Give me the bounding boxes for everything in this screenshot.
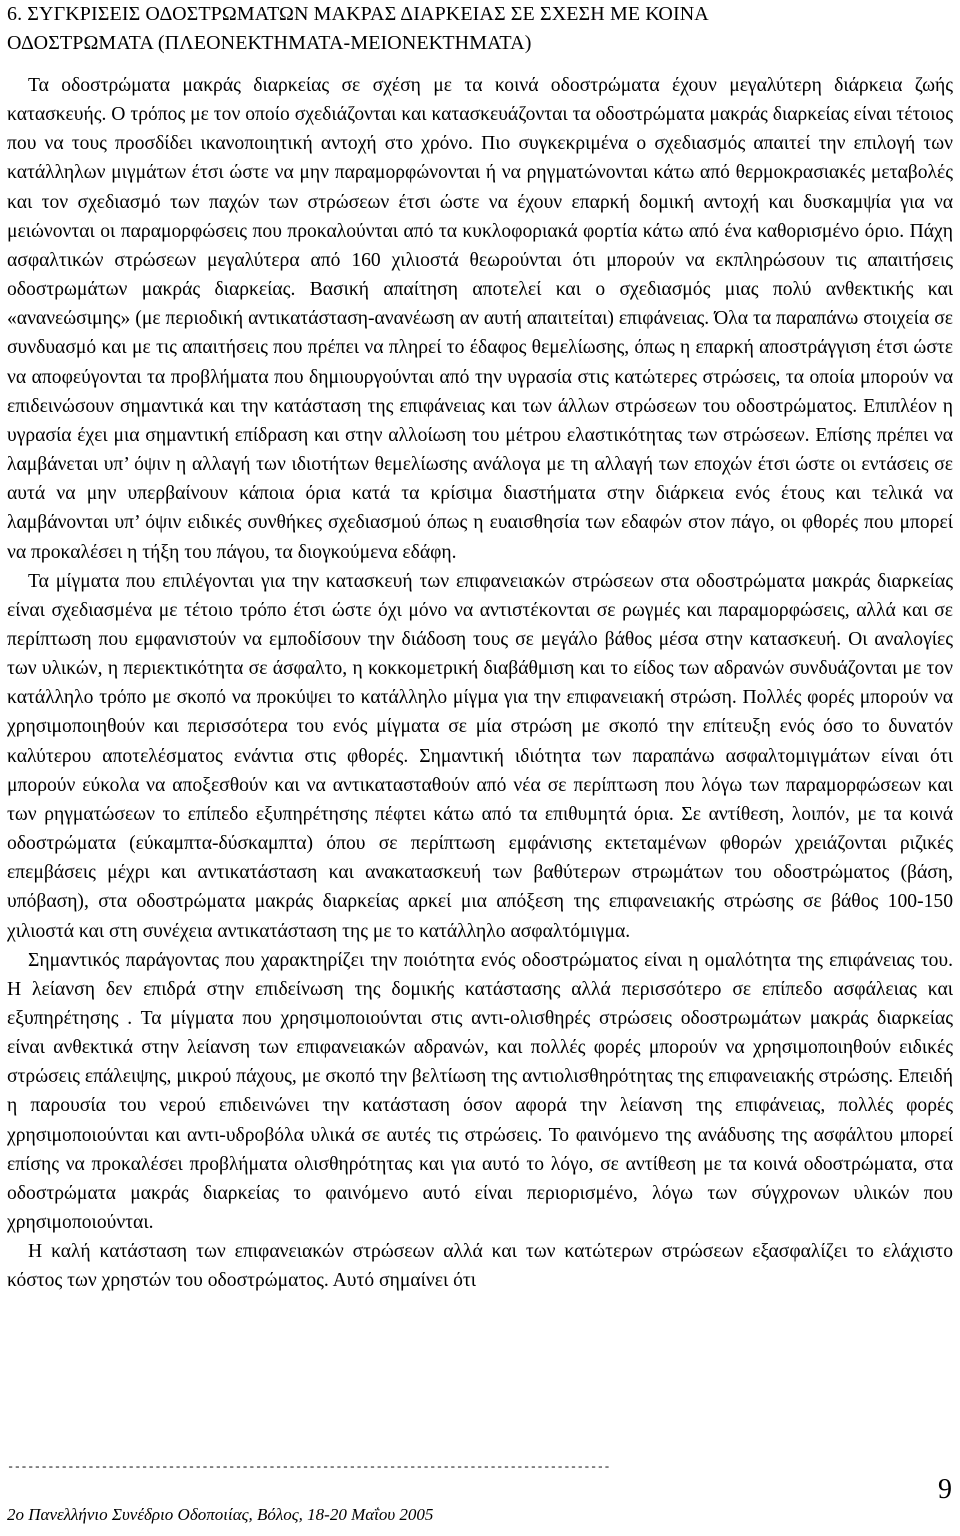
body-text — [7, 71, 953, 1296]
section-heading — [7, 0, 957, 58]
page-footer — [7, 1460, 957, 1536]
footer-conference-name: 2ο Πανελλήνιο Συνέδριο Οδοποιίας, Βόλος, 18-20 Μαΐου 2005 — [7, 1505, 434, 1524]
footer-separator-line: ------------------------------------------------------------------------------------------ — [7, 1460, 611, 1474]
section-heading-line-1: 6. ΣΥΓΚΡΙΣΕΙΣ ΟΔΟΣΤΡΩΜΑΤΩΝ ΜΑΚΡΑΣ ΔΙΑΡΚΕΙΑΣ ΣΕ ΣΧΕΣΗ ΜΕ ΚΟΙΝΑ — [7, 3, 709, 25]
section-heading-line-2: ΟΔΟΣΤΡΩΜΑΤΑ (ΠΛΕΟΝΕΚΤΗΜΑΤΑ-ΜΕΙΟΝΕΚΤΗΜΑΤΑ) — [7, 32, 532, 54]
paragraph: Τα μίγματα που επιλέγονται για την κατασκευή των επιφανειακών στρώσεων στα οδοστρώματα μακράς διαρκείας είναι σχεδιασμένα με τέτοιο τρόπο έτσι ώστε όχι μόνο να αντιστέκονται σε ρωγμές και παραμορφώσεις, αλλά και σε περίπτωση που εμφανιστούν να εμποδίσουν την διάδοση τους σε μεγάλο βάθος μέσα στην κατασκευή. Οι αναλογίες των υλικών, η περιεκτικότητα σε άσφαλτο, η κοκκομετρική διαβάθμιση και το είδος των αδρανών συνδυάζονται με τον κατάλληλο τρόπο με σκοπό να προκύψει το κατάλληλο μίγμα για την επιφανειακή στρώση. Πολλές φορές μπορούν να χρησιμοποιηθούν και περισσότερα του ενός μίγματα σε μία στρώση με σκοπό την επίτευξη ενός όσο το δυνατόν καλύτερου αποτελέσματος ενάντια στις φθορές. Σημαντική ιδιότητα των παραπάνω ασφαλτομιγμάτων είναι ότι μπορούν εύκολα να αποξεσθούν και να αντικατασταθούν από νέα σε περίπτωση που λόγω των παραμορφώσεων και των ρηγματώσεων το επίπεδο εξυπηρέτησης πέφτει κάτω από τα επιθυμητά όρια. Σε αντίθεση, λοιπόν, με τα κοινά οδοστρώματα (εύκαμπτα-δύσκαμπτα) όπου σε περίπτωση εμφάνισης εκτεταμένων φθορών χρειάζονται ριζικές επεμβάσεις μέχρι και αντικατάσταση και ανακατασκευή των βαθύτερων στρωμάτων του οδοστρώματος (βάση, υπόβαση), στα οδοστρώματα μακράς διαρκείας αρκεί μια απόξεση της επιφανειακής στρώσης σε βάθος 100-150 χιλιοστά και στη συνέχεια αντικατάσταση της με το κατάλληλο ασφαλτόμιγμα. — [7, 570, 953, 942]
paragraph: Τα οδοστρώματα μακράς διαρκείας σε σχέση με τα κοινά οδοστρώματα έχουν μεγαλύτερη διάρκεια ζωής κατασκευής. Ο τρόπος με τον οποίο σχεδιάζονται και κατασκευάζονται τα οδοστρώματα μακράς διαρκείας είναι τέτοιος που να τους προσδίδει ικανοποιητική αντοχή στο χρόνο. Πιο συγκεκριμένα ο σχεδιασμός απαιτεί την επιλογή των κατάλληλων μιγμάτων έτσι ώστε να μην παραμορφώνονται ή να ρηγματώνονται κάτω από θερμοκρασιακές μεταβολές και τον σχεδιασμό των παχών των στρώσεων έτσι ώστε να έχουν επαρκή δομική αντοχή και δυσκαμψία για να μειώνονται οι παραμορφώσεις που προκαλούνται από τα κυκλοφοριακά φορτία κάτω από ένα καθορισμένο όριο. Πάχη ασφαλτικών στρώσεων μεγαλύτερα από 160 χιλιοστά θεωρούνται ότι μπορούν να εκπληρώσουν τις απαιτήσεις οδοστρωμάτων μακράς διαρκείας. Βασική απαίτηση αποτελεί και ο σχεδιασμός μιας πολύ ανθεκτικής και «ανανεώσιμης» (με περιοδική αντικατάσταση-ανανέωση αν αυτή απαιτείται) επιφάνειας. Όλα τα παραπάνω στοιχεία σε συνδυασμό και με τις απαιτήσεις που πρέπει να πληρεί το έδαφος θεμελίωσης, όπως η επαρκή αποστράγγιση έτσι ώστε να αποφεύγονται τα προβλήματα που δημιουργούνται από την υγρασία στις κατώτερες στρώσεις, τα οποία μπορούν να επιδεινώσουν σημαντικά και την κατάσταση της επιφάνειας και των άλλων στρώσεων του οδοστρώματος. Επιπλέον η υγρασία έχει μια σημαντική επίδραση και στην αλλοίωση του μέτρου ελαστικότητας των στρώσεων. Επίσης πρέπει να λαμβάνεται υπ’ όψιν η αλλαγή των ιδιοτήτων θεμελίωσης ανάλογα με τη αλλαγή των εποχών έτσι ώστε οι εντάσεις σε αυτά να μην υπερβαίνουν κάποια όρια κατά τα κρίσιμα διαστήματα στην διάρκεια ενός έτους και τελικά να λαμβάνονται υπ’ όψιν ειδικές συνθήκες σχεδιασμού όπως η ευαισθησία των εδαφών στον πάγο, οι φθορές που μπορεί να προκαλέσει η τήξη του πάγου, τα διογκούμενα εδάφη. — [7, 75, 953, 563]
paragraph: Σημαντικός παράγοντας που χαρακτηρίζει την ποιότητα ενός οδοστρώματος είναι η ομαλότητα της επιφάνειας του. Η λείανση δεν επιδρά στην επιδείνωση της δομικής κατάστασης αλλά περισσότερο σε επίπεδο ασφάλειας και εξυπηρέτησης . Τα μίγματα που χρησιμοποιούνται στις αντι-ολισθηρές στρώσεις οδοστρωμάτων μακράς διαρκείας είναι ανθεκτικά στην λείανση των επιφανειακών αδρανών, και πολλές φορές μπορούν να χρησιμοποιηθούν ειδικές στρώσεις επάλειψης, μικρού πάχους, με σκοπό την βελτίωση της αντιολισθηρότητας της επιφανειακής στρώσης. Επειδή η παρουσία του νερού επιδεινώνει την κατάσταση όσον αφορά την λείανση της επιφάνειας, πολλές φορές χρησιμοποιούνται και αντι-υδροβόλα υλικά σε αυτές τις στρώσεις. Το φαινόμενο της ανάδυσης της ασφάλτου μπορεί επίσης να προκαλέσει προβλήματα ολισθηρότητας και για αυτό το λόγο, σε αντίθεση με τα κοινά οδοστρώματα, στα οδοστρώματα μακράς διαρκείας το φαινόμενο αυτό είναι περιορισμένο, λόγω των σύγχρονων υλικών που χρησιμοποιούνται. — [7, 949, 953, 1234]
page-number: 9 — [938, 1474, 952, 1505]
paragraph: Η καλή κατάσταση των επιφανειακών στρώσεων αλλά και των κατώτερων στρώσεων εξασφαλίζει το ελάχιστο κόστος των χρηστών του οδοστρώματος. Αυτό σημαίνει ότι — [7, 1241, 953, 1292]
